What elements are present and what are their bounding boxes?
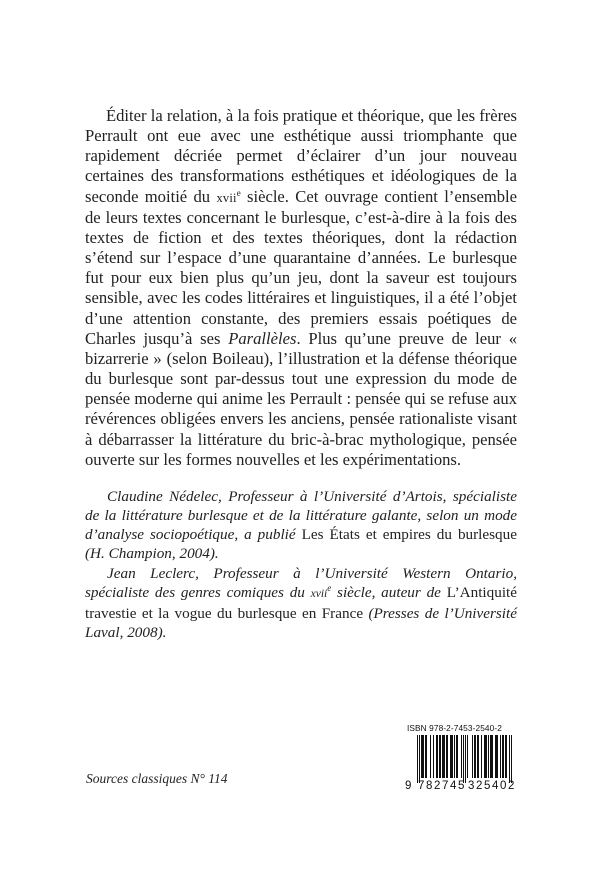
bio-leclerc-publisher: (Presses de l’Université Laval, 2008). bbox=[85, 605, 517, 642]
barcode-bar bbox=[505, 735, 506, 778]
isbn-barcode bbox=[405, 723, 520, 795]
summary-paragraph bbox=[85, 106, 517, 470]
barcode-guard-bar bbox=[465, 735, 466, 783]
barcode-bar bbox=[488, 735, 489, 778]
barcode-bar bbox=[436, 735, 437, 778]
barcode-bar bbox=[444, 735, 445, 778]
barcode-bar bbox=[492, 735, 493, 778]
barcode-bar bbox=[423, 735, 424, 778]
barcode-bar bbox=[491, 735, 492, 778]
bio-nedelec-book: Les États et empires du burlesque bbox=[301, 526, 517, 544]
barcode-bar bbox=[461, 735, 462, 778]
barcode-bar bbox=[475, 735, 476, 778]
bio-nedelec-publisher: (H. Champion, 2004). bbox=[85, 545, 219, 563]
barcode-bar bbox=[452, 735, 453, 778]
barcode-bar bbox=[502, 735, 503, 778]
barcode-bar bbox=[506, 735, 507, 778]
barcode-guard-bar bbox=[419, 735, 420, 783]
barcode-bar bbox=[454, 735, 455, 778]
barcode-guard-bar bbox=[511, 735, 512, 783]
barcode-bar bbox=[457, 735, 458, 778]
bio-leclerc-intro-a: Jean Leclerc, Professeur à l’Université Western Ontario, spécialiste des genres comiques du bbox=[85, 565, 517, 602]
barcode-bar bbox=[503, 735, 504, 778]
barcode-bar bbox=[451, 735, 452, 778]
bio-leclerc-book: L’Antiquité travestie et la vogue du burlesque en France bbox=[85, 584, 517, 623]
barcode-bar bbox=[500, 735, 501, 778]
barcode-bar bbox=[485, 735, 486, 778]
century-numeral: xvii bbox=[216, 190, 237, 205]
barcode-bar bbox=[472, 735, 473, 778]
barcode-bar bbox=[443, 735, 444, 778]
bio-leclerc-century-suffix: e bbox=[327, 583, 332, 594]
isbn-label: ISBN 978-2-7453-2540-2 bbox=[407, 723, 502, 733]
barcode-left-group: 782745 bbox=[418, 780, 466, 792]
barcode-bar bbox=[439, 735, 440, 778]
barcode-bar bbox=[450, 735, 451, 778]
barcode-guard-bar bbox=[417, 735, 418, 783]
barcode-bar bbox=[422, 735, 423, 778]
barcode-bar bbox=[437, 735, 438, 778]
bio-nedelec-intro: Claudine Nédelec, Professeur à l’Université d’Artois, spécialiste de la littérature burlesque et de la littérature galante, selon un mode d’analyse sociopoétique, a publié bbox=[85, 488, 517, 544]
author-bio-leclerc bbox=[85, 564, 517, 642]
barcode-bar bbox=[430, 735, 431, 778]
barcode-bar bbox=[478, 735, 479, 778]
barcode-bar bbox=[467, 735, 468, 778]
barcode-lead-digit: 9 bbox=[405, 780, 412, 792]
paralleles-title: Parallèles bbox=[228, 328, 297, 348]
barcode-bar bbox=[446, 735, 447, 778]
barcode-bar bbox=[474, 735, 475, 778]
barcode-right-group: 325402 bbox=[468, 780, 516, 792]
barcode-bar bbox=[486, 735, 487, 778]
barcode-guard-bar bbox=[509, 735, 510, 783]
barcode-bar bbox=[440, 735, 441, 778]
bio-leclerc-intro-b: siècle, auteur de bbox=[331, 584, 447, 602]
century-suffix: e bbox=[236, 187, 241, 198]
collection-label: Sources classiques N° 114 bbox=[86, 771, 228, 786]
barcode-bar bbox=[495, 735, 496, 778]
barcode-bar bbox=[421, 735, 422, 778]
barcode-bar bbox=[490, 735, 491, 778]
barcode-bar bbox=[442, 735, 443, 778]
barcode-guard-bar bbox=[463, 735, 464, 783]
barcode-bar bbox=[426, 735, 427, 778]
barcode-bar bbox=[477, 735, 478, 778]
summary-part3: . Plus qu’une preuve de leur « bizarrerie » (selon Boileau), l’illustration et la défense théorique du burlesque sont par-dessus tout une expression du mode de pensée moderne qui anime les Perrault : pensée qui se refuse aux révérences obligées envers les anciens, pensée rationaliste visant à débarrasser la littérature du bric-à-brac mythologique, pensée ouverte sur les formes nouvelles et les expérimentations. bbox=[85, 328, 517, 469]
barcode-bar bbox=[456, 735, 457, 778]
barcode-bar bbox=[496, 735, 497, 778]
barcode-bars bbox=[405, 735, 520, 785]
barcode-bar bbox=[425, 735, 426, 778]
barcode-bar bbox=[481, 735, 482, 778]
barcode-bar bbox=[484, 735, 485, 778]
summary-part1: Éditer la relation, à la fois pratique et théorique, que les frères Perrault ont eue avec une esthétique aussi triomphante que rapidement décriée permet d’éclairer d’un jour nouveau certaines des transformations esthétiques et idéologiques de la seconde moitié du bbox=[85, 106, 517, 206]
summary-part2: siècle. Cet ouvrage contient l’ensemble de leurs textes concernant le burlesque, c’est-à-dire à la fois des textes de fiction et des textes théoriques, dont la rédaction s’étend sur l’espace d’une quarantaine d’années. Le burlesque fut pour eux bien plus qu’un jeu, dont la saveur est toujours sensible, avec les codes littéraires et linguistiques, il a été l’objet d’une attention constante, des premiers essais poétiques de Charles jusqu’à ses bbox=[85, 186, 517, 348]
barcode-bar bbox=[433, 735, 434, 778]
bio-leclerc-century: xvii bbox=[310, 588, 328, 601]
barcode-bar bbox=[447, 735, 448, 778]
author-bio-nedelec bbox=[85, 487, 517, 563]
barcode-bar bbox=[497, 735, 498, 778]
